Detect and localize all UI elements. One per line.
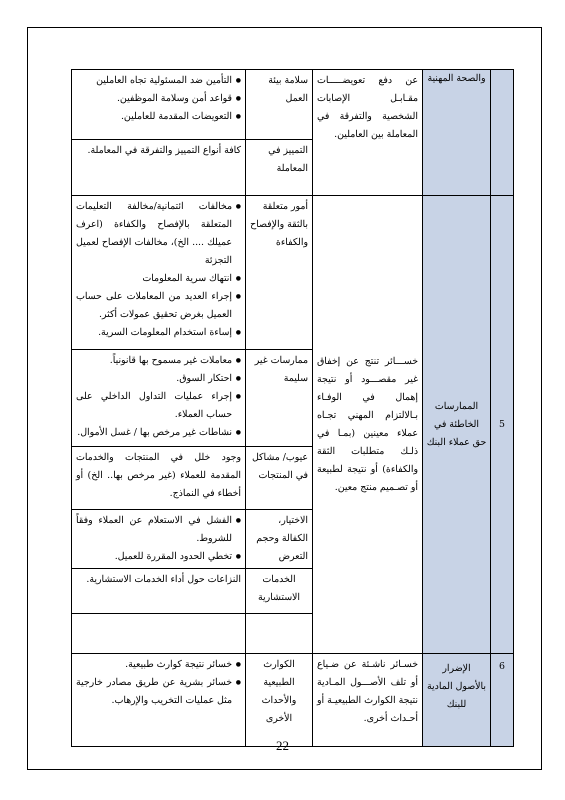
- list-item: ● التأمين ضد المسئولية تجاه العاملين: [76, 72, 241, 90]
- list-item: ● إجراء العديد من المعاملات على حساب العميل بغرض تحقيق عمولات أكثر.: [76, 288, 241, 324]
- examples-cell: [72, 350, 246, 447]
- list-item: ● احتكار السوق.: [76, 370, 241, 388]
- list-item: ● الفشل في الاستعلام عن العملاء وفقاً للشروط.: [76, 512, 241, 548]
- list-item: ● خسائر نتيجة كوارث طبيعية.: [76, 656, 241, 674]
- list-item: ● قواعد أمن وسلامة الموظفين.: [76, 90, 241, 108]
- row-number: [491, 70, 514, 196]
- list-item: ● مخالفات ائتمانية/مخالفة التعليمات المتعلقة بالإفصاح والكفاءة (اعرف عميلك .... الخ)، مخالفات الإفصاح لعميل التجزئة: [76, 198, 241, 270]
- examples-cell: [72, 569, 246, 614]
- list-item: ● معاملات غير مسموح بها قانونياً.: [76, 352, 241, 370]
- example-text: كافة أنواع التمييز والتفرقة في المعاملة.: [87, 145, 241, 156]
- examples-cell: [72, 196, 246, 350]
- examples-cell: [72, 654, 246, 747]
- risk-description: عن دفع تعويضـــــات مقـابـل الإصابات الشخصية والتفرقة في المعاملة بين العاملين.: [313, 70, 423, 196]
- subtype-label: أمور متعلقة بالثقة والإفصاح والكفاءة: [246, 196, 313, 350]
- examples-cell: [72, 510, 246, 569]
- table-row: [72, 70, 514, 140]
- list-item: ● إساءة استخدام المعلومات السرية.: [76, 324, 241, 342]
- list-item: ● إجراء عمليات التداول الداخلي على حساب العملاء.: [76, 388, 241, 424]
- subtype-label: الخدمات الاستشارية: [246, 569, 313, 614]
- table-row: [72, 654, 514, 747]
- subtype-label: الاختيار، الكفالة وحجم التعرض: [246, 510, 313, 569]
- risk-category: الإضرار بالأصول المادية للبنك: [423, 654, 491, 747]
- risk-description: خســـائر تنتج عن إخفاق غير مقصـــود أو نتيجة إهمال في الوفـاء بـالالتزام المهني تجـاه عملاء معينين (بمـا في ذلـك متطلبات الثقة والكفاءة) أو نتيجة لطبيعة أو تصـميم منتج معين.: [313, 196, 423, 654]
- list-item: ● تخطي الحدود المقررة للعميل.: [76, 548, 241, 566]
- subtype-label: الكوارث الطبيعية والأحداث الأخرى: [246, 654, 313, 747]
- example-text: النزاعات حول أداء الخدمات الاستشارية.: [86, 574, 241, 585]
- row-number: 5: [491, 196, 514, 654]
- empty-cell: [246, 614, 313, 654]
- risk-description: خسـائر ناشـئة عن ضـياع أو تلف الأصـــول المـادية نتيجة الكوارث الطبيعيـة أو أحـداث أخرى.: [313, 654, 423, 747]
- table-row: [72, 196, 514, 350]
- example-text: وجود خلل في المنتجات والخدمات المقدمة للعملاء (غير مرخص بها.. الخ) أو أخطاء في النماذج.: [76, 452, 241, 499]
- subtype-label: سلامة بيئة العمل: [246, 70, 313, 140]
- list-item: ● خسائر بشرية عن طريق مصادر خارجية مثل عمليات التخريب والإرهاب.: [76, 674, 241, 710]
- page-number: 22: [276, 738, 289, 753]
- list-item: ● التعويضات المقدمة للعاملين.: [76, 108, 241, 126]
- risk-table: [71, 69, 514, 747]
- examples-cell: [72, 447, 246, 510]
- examples-cell: [72, 140, 246, 196]
- list-item: ● انتهاك سرية المعلومات: [76, 270, 241, 288]
- empty-cell: [72, 614, 246, 654]
- subtype-label: عيوب/ مشاكل في المنتجات: [246, 447, 313, 510]
- subtype-label: ممارسات غير سليمة: [246, 350, 313, 447]
- risk-category: الممارسات الخاطئة في حق عملاء البنك: [423, 196, 491, 654]
- list-item: ● نشاطات غير مرخص بها / غسل الأموال.: [76, 424, 241, 442]
- subtype-label: التمييز في المعاملة: [246, 140, 313, 196]
- risk-category: والصحة المهنية: [423, 70, 491, 196]
- examples-cell: [72, 70, 246, 140]
- row-number: 6: [491, 654, 514, 747]
